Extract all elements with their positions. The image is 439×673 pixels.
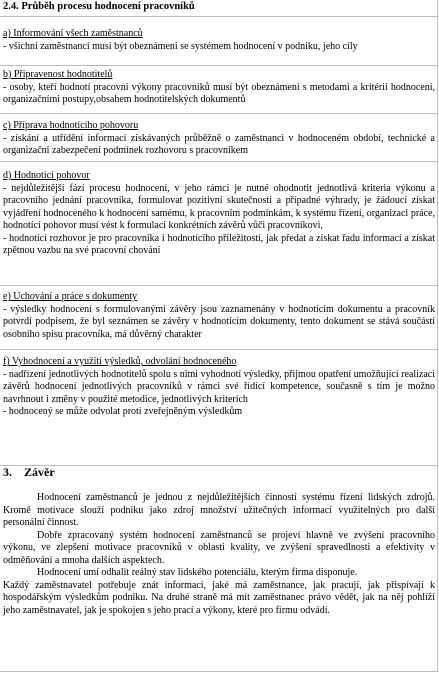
section-heading: 2.4. Průběh procesu hodnocení pracovníků: [3, 1, 195, 12]
section-f-text-1: - nadřízení jednotlivých hodnotitelů spolu s nimi vyhodnotí výsledky, přijmou opatření umožňující realizaci závěrů hodnocení jednotlivých pracovníků v rámci své řídící kompetence, současně s tím je možno navrhnout i změny v použité metodice, jednotlivých kriterích: [3, 368, 435, 405]
section-f-text-2: - hodnocený se může odvolat proti zveřejněným výsledkům: [3, 406, 243, 417]
conclusion-title: 3. Závěr: [3, 465, 55, 479]
section-d-text-2: - hodnotící rozhovor je pro pracovníka i hodnotícího příležitostí, jak předat a získat řadu informací a získat zpětnou vazbu na své pracovní chování: [3, 232, 435, 256]
section-b: [3, 69, 435, 107]
section-b-text: - osoby, kteří hodnotí pracovní výkony pracovníků musí být obeznámeni s metodami a kritérii hodnocení, organizačními postupy,obsahem hodnotitelských dokumentů: [3, 81, 435, 105]
section-divider: [0, 465, 437, 466]
section-c-text: - získání a utřídění informací získávaných průběžně o zaměstnanci v hodnoceném období, technické a organizační zabezpečení podmínek rozhovoru s pracovníkem: [3, 132, 435, 156]
section-d: [3, 170, 435, 258]
section-a-title: a) Informování všech zaměstnanců: [3, 28, 143, 39]
conclusion-paragraph: Dobře zpracovaný systém hodnocení zaměstnanců se projeví hlavně ve zvýšení pracovního výkonu, ve zlepšení motivace pracovníků v oblasti kvality, ve zvýšení spravedlnosti a efektivity v odměňování a mnoha dalších aspektech.: [3, 529, 435, 566]
section-divider: [0, 113, 437, 114]
section-b-title: b) Připravenost hodnotitelů: [3, 69, 113, 80]
section-e: [3, 291, 435, 341]
section-f-title: f) Vyhodnocení a využití výsledků, odvolání hodnoceného: [3, 356, 237, 367]
section-a: [3, 28, 435, 53]
section-f: [3, 356, 435, 419]
conclusion-paragraph: Hodnocení umí odhalit reálný stav lidského potenciálu, kterým firma disponuje.: [37, 567, 358, 578]
section-divider: [0, 161, 437, 162]
section-divider: [0, 285, 437, 286]
section-e-title: e) Uchování a práce s dokumenty: [3, 291, 138, 302]
conclusion-paragraph: Hodnocení zaměstnanců je jednou z nejdůležitějších činností systému řízení lidských zdrojů. Kromě motivace slouží podniku jako zdroj množství užitečných informací využitelných pro další personální činnost.: [3, 492, 435, 528]
section-c-title: c) Příprava hodnotícího pohovoru: [3, 120, 139, 131]
section-divider: [0, 349, 437, 350]
section-e-text: - výsledky hodnocení s formulovanými závěry jsou zaznamenány v hodnotícím dokumentu a pracovník potvrdí podpisem, že byl seznámen se závěry v hodnotícím dokumenty, tento dokument se stává součástí osobního spisu pracovníka, má důvěrný charakter: [3, 303, 435, 340]
conclusion-paragraph: Každý zaměstnavatel potřebuje znát informaci, jaké má zaměstnance, jak pracují, jak přispívají k hospodářským výsledkům podniku. Na druhé straně má mít zaměstnanec právo vědět, jak na něj pohlíží jeho zaměstnavatel, jak je spokojen s jeho prací a výkony, které pro firmu odvádí.: [3, 579, 435, 616]
section-divider: [0, 16, 437, 17]
section-d-title: d) Hodnotící pohovor: [3, 170, 90, 181]
section-d-text-1: - nejdůležitější fází procesu hodnocení, v jeho rámci je nutné ohodnotit jednotlivá kriteria výkonu a pracovního jednání pracovníka, formulovat pozitivní skutečnosti a případné výhrady, je žádoucí získat vyjádření hodnoceného k hodnocení samému, k pracovním podmínkám, k systému řízení, organizaci práce, hodnotící pohovor musí vést k formulaci konkrétních závěrů vůči pracovníkovi,: [3, 182, 435, 231]
section-c: [3, 120, 435, 158]
section-divider: [0, 65, 437, 66]
conclusion-body: [3, 492, 435, 617]
section-a-text: - všichni zaměstnanci musí být obeznámeni se systémem hodnocení v podniku, jeho cíly: [3, 40, 358, 52]
